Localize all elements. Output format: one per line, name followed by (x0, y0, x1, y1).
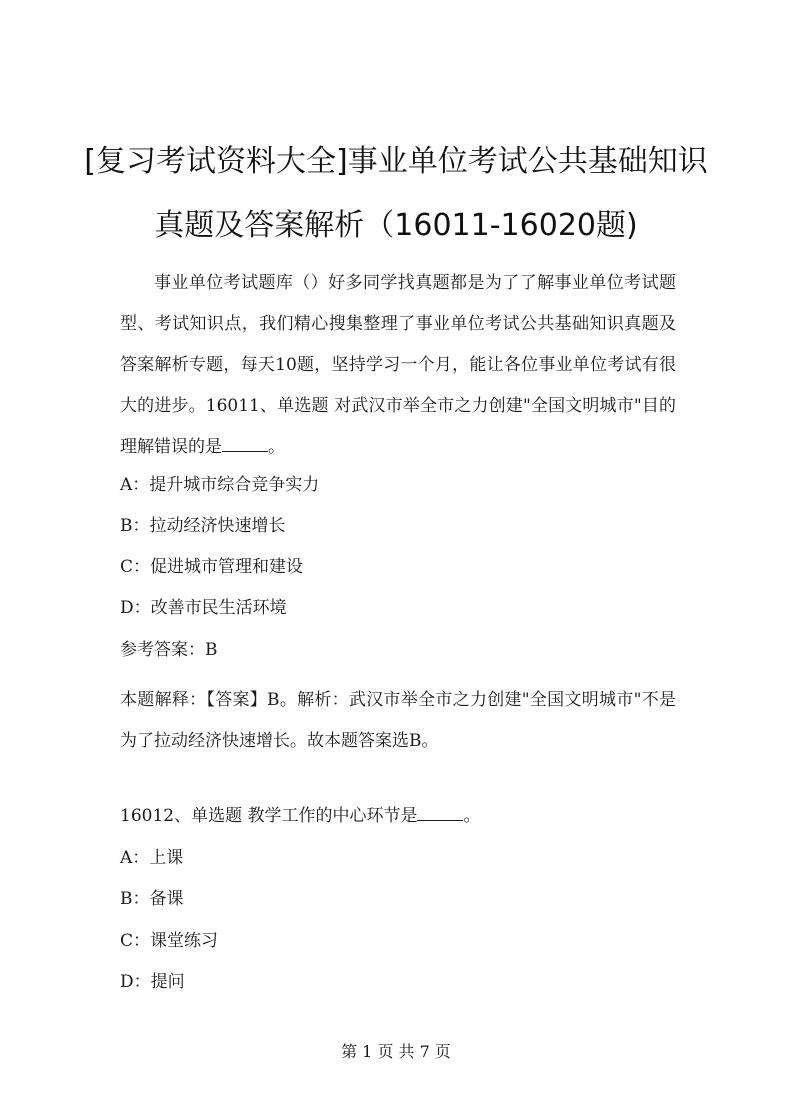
page-title-line-2: 真题及答案解析（16011-16020题) (154, 208, 638, 243)
q2-option-b: B：备课 (120, 889, 184, 909)
q1-option-b: B：拉动经济快速增长 (120, 516, 286, 536)
q1-answer: 参考答案：B (120, 640, 218, 660)
q1-option-c: C：促进城市管理和建设 (120, 557, 304, 577)
q1-explanation: 本题解释：【答案】B。解析：武汉市举全市之力创建"全国文明城市"不是为了拉动经济快速增长。故本题答案选B。 (120, 690, 676, 751)
q2-stem (120, 804, 680, 828)
q2-stem-end: 。 (463, 806, 481, 826)
q1-option-a: A：提升城市综合竞争实力 (120, 475, 320, 495)
intro-text: 事业单位考试题库（）好多同学找真题都是为了了解事业单位考试题型、考试知识点，我们精心搜集整理了事业单位考试公共基础知识真题及答案解析专题，每天10题，坚持学习一个月，能让各位事业单位考试有很大的进步。16011、单选题 对武汉市举全市之力创建"全国文明城市"目的理解错误的是 (120, 273, 676, 457)
q2-stem-text: 16012、单选题 教学工作的中心环节是 (120, 806, 418, 826)
answer-blank (222, 437, 268, 452)
intro-paragraph (120, 263, 676, 468)
q2-option-d: D：提问 (120, 972, 185, 992)
q2-option-a: A：上课 (120, 848, 184, 868)
answer-blank (417, 806, 463, 821)
q1-option-d: D：改善市民生活环境 (120, 598, 287, 618)
page-title-line-1: [复习考试资料大全]事业单位考试公共基础知识 (84, 144, 708, 179)
intro-end: 。 (268, 437, 285, 457)
page-number-footer: 第 1 页 共 7 页 (341, 1042, 451, 1061)
q2-option-c: C：课堂练习 (120, 931, 219, 951)
